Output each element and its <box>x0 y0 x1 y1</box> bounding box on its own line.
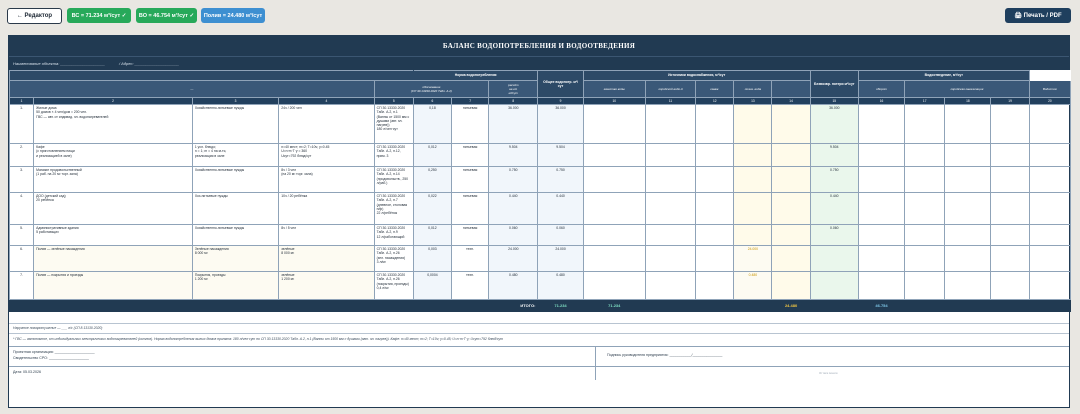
empty-cell <box>645 167 695 193</box>
column-number: 15 <box>810 98 858 105</box>
cell-quality[interactable]: техн. <box>452 272 489 300</box>
empty-cell <box>905 167 945 193</box>
empty-cell <box>1029 246 1070 272</box>
empty-cell <box>696 246 734 272</box>
cell-basis[interactable]: СП 30.13330.2020 Табл. А.2, п.14 (продовольств., 250 л/раб.) <box>374 167 413 193</box>
cell-qty[interactable]: 8ч / 5 чел <box>279 225 374 246</box>
empty-cell <box>945 225 991 246</box>
cell-quality[interactable]: питьевая <box>452 105 489 144</box>
column-number: 9 <box>538 98 583 105</box>
empty-cell <box>583 246 645 272</box>
total-total-value: 71.234 <box>583 300 645 312</box>
table-row <box>10 167 1071 193</box>
table-row <box>10 272 1071 300</box>
column-number: 10 <box>583 98 645 105</box>
header-balance: Безвозвр. потери м³/сут <box>810 71 858 98</box>
cell-purpose[interactable]: Зелёные насаждения 8 000 м² <box>192 246 278 272</box>
empty-cell <box>696 167 734 193</box>
empty-cell <box>583 193 645 225</box>
column-number: 12 <box>696 98 734 105</box>
cell-qty[interactable]: 24ч / 200 чел <box>279 105 374 144</box>
balance-sheet <box>8 35 1070 408</box>
cell-norm[interactable]: 0,0004 <box>413 272 451 300</box>
column-number: 19 <box>991 98 1029 105</box>
column-number: 4 <box>279 98 374 105</box>
cell-unit[interactable]: 0.060 <box>489 225 538 246</box>
cell-total[interactable]: 0.060 <box>538 225 583 246</box>
header-total: Общее водопотр. м³/сут <box>538 71 583 98</box>
signature-block <box>9 346 1069 366</box>
empty-cell <box>645 272 695 300</box>
cell-total[interactable]: 36.000 <box>538 105 583 144</box>
cell-qty[interactable]: 10ч / 20 ребёнка <box>279 193 374 225</box>
cell-n[interactable]: 6. <box>10 246 34 272</box>
column-number: 13 <box>734 98 772 105</box>
empty-cell <box>1029 105 1070 144</box>
cell-purpose[interactable]: Покрытия, проезды 1 200 м² <box>192 272 278 300</box>
cell-basis[interactable]: СП 30.13330.2020 Табл. А.2, п.26 (покрытия, проезды) 0,4 л/м² <box>374 272 413 300</box>
empty-cell <box>991 144 1029 167</box>
cell-purpose[interactable]: 1 усл. блюдо; n = 1; m = 4 на м-ть; реализация в зале <box>192 144 278 167</box>
column-number: 1 <box>10 98 34 105</box>
vo-extra: Водосток <box>1029 81 1070 98</box>
cell-norm[interactable]: 0,022 <box>413 193 451 225</box>
empty-cell <box>905 272 945 300</box>
header-obosn: обоснование (СП 30.13330.2020 Табл. А.2) <box>374 81 489 98</box>
empty-cell <box>945 246 991 272</box>
empty-cell <box>696 144 734 167</box>
gvs-note: * ГВС — автономное, от индивидуальных электрических водонагревателей (котлов). Норма водопотребления жилых домов принята: 180 л/чел·сут по СП 30.13330.2020 Табл. А.2, п.1 (Ванны от 1500 мм с душами (авт. эл. нагрев)). Кафе: n=40 мест; m=2; T=10ч; y=0.45; U=n·m·T·y; Uсут=792 блюд/сут <box>9 333 1069 346</box>
totals-label: ИТОГО: <box>489 300 538 312</box>
empty-cell <box>772 167 810 193</box>
empty-cell <box>1029 144 1070 167</box>
table-row <box>10 246 1071 272</box>
cell-purpose[interactable]: Хоз-питьевые нужды <box>192 193 278 225</box>
cell-quality[interactable]: техн. <box>452 246 489 272</box>
empty-cell <box>772 105 810 144</box>
empty-cell <box>734 144 772 167</box>
column-number: 3 <box>192 98 278 105</box>
column-number: 8 <box>489 98 538 105</box>
cell-name[interactable]: Магазин продовольственный (1 раб. на 20 м² торг. зала) <box>34 167 193 193</box>
cell-unit[interactable]: 9.504 <box>489 144 538 167</box>
empty-cell <box>734 225 772 246</box>
empty-cell <box>772 272 810 300</box>
empty-cell <box>858 193 904 225</box>
empty-cell <box>858 167 904 193</box>
cell-balance[interactable]: 0.440 <box>810 193 858 225</box>
empty-cell <box>905 144 945 167</box>
header-rasch: расчёт на ед. м³/сут <box>489 81 538 98</box>
column-number: 5 <box>374 98 413 105</box>
cell-quality[interactable]: питьевая <box>452 193 489 225</box>
print-pdf-button[interactable]: 🖨 Печать / PDF <box>1005 8 1071 23</box>
vo-city: городская канализация <box>905 81 1030 98</box>
total-poliv-value: 24.480 <box>772 300 810 312</box>
src-local: скваж. <box>696 81 734 98</box>
cell-basis[interactable]: СП 30.13330.2020 Табл. А.2, п.9 12 л/работающий <box>374 225 413 246</box>
cell-norm[interactable]: 0,18 <box>413 105 451 144</box>
poliv-badge[interactable]: Полив = 24.480 м³/сут <box>201 8 265 23</box>
empty-cell <box>905 193 945 225</box>
cell-n[interactable]: 5. <box>10 225 34 246</box>
cell-basis[interactable]: СП 30.13330.2020 Табл. А.2, п.7 (дневное, столовая п/ф) 22 л/ребёнок <box>374 193 413 225</box>
empty-cell <box>696 272 734 300</box>
cell-quality[interactable]: питьевая <box>452 167 489 193</box>
empty-cell <box>991 246 1029 272</box>
date-text: Дата: 05.03.2026 <box>13 370 41 374</box>
empty-cell <box>696 225 734 246</box>
column-number: 7 <box>452 98 489 105</box>
empty-cell <box>858 272 904 300</box>
header-vo: Водоотведение, м³/сут <box>858 71 1029 81</box>
cell-norm[interactable]: 0,003 <box>413 246 451 272</box>
cell-name[interactable]: Полив — покрытия и проезды <box>34 272 193 300</box>
src-quality: качество воды <box>583 81 645 98</box>
empty-cell <box>1029 167 1070 193</box>
empty-cell <box>858 144 904 167</box>
src-poliv: полив. вода <box>734 81 772 98</box>
cell-qty[interactable]: зелёные 8 000 м² <box>279 246 374 272</box>
object-name-field[interactable]: Наименование объекта: ____________________ <box>13 61 105 66</box>
cell-norm[interactable]: 0,250 <box>413 167 451 193</box>
object-line <box>9 56 1069 70</box>
empty-cell <box>945 167 991 193</box>
column-number: 2 <box>34 98 193 105</box>
total-unit-value: 71.234 <box>538 300 583 312</box>
cell-name[interactable]: Кафе (с приготовлением пищи и реализацией в зале) <box>34 144 193 167</box>
cell-balance[interactable]: 36.000 <box>810 105 858 144</box>
empty-cell <box>991 272 1029 300</box>
empty-cell <box>645 193 695 225</box>
cell-unit[interactable]: 24.000 <box>489 246 538 272</box>
table-row <box>10 193 1071 225</box>
empty-cell <box>945 144 991 167</box>
cell-basis[interactable]: СП 30.13330.2020 Табл. А.2, п.1 (Ванны от 1500 мм с душами (авт. эл. нагрев)) 180 л/чел·сут <box>374 105 413 144</box>
cell-purpose[interactable]: Хозяйственно-питьевые нужды <box>192 167 278 193</box>
src-city: городской водо-д <box>645 81 695 98</box>
cell-basis[interactable]: СП 30.13330.2020 Табл. А.2, п.12, прим. 3 <box>374 144 413 167</box>
empty-cell <box>583 144 645 167</box>
table-row <box>10 225 1071 246</box>
address-field[interactable]: / Адрес: ____________________ <box>118 61 180 66</box>
cell-n[interactable]: 7. <box>10 272 34 300</box>
cell-unit[interactable]: 0.480 <box>489 272 538 300</box>
toolbar <box>0 0 1080 30</box>
cell-balance[interactable]: 0.750 <box>810 167 858 193</box>
vs-check-badge[interactable]: ВС = 71.234 м³/сут ✓ <box>67 8 131 23</box>
empty-cell <box>858 246 904 272</box>
empty-cell <box>583 105 645 144</box>
empty-cell <box>583 272 645 300</box>
sheet-title: БАЛАНС ВОДОПОТРЕБЛЕНИЯ И ВОДООТВЕДЕНИЯ <box>9 36 1069 56</box>
org-field[interactable]: Проектная организация: ____________________ <box>13 350 95 354</box>
cell-name[interactable]: Жилые дома 50 домов × 4 чел/дом = 200 чел. ГВС — авт. от индивид. эл. водонагревателей <box>34 105 193 144</box>
column-number: 11 <box>645 98 695 105</box>
empty-cell <box>905 225 945 246</box>
column-number: 20 <box>1029 98 1070 105</box>
balance-table: Норма водопотребления Общее водопотр. м³/сут Источники водоснабжения, м³/сут Безвозвр. потери м³/сут Водоотведение, м³/сут — обоснование (СП 30.13330.2020 Табл. А.2) расчёт на ед. м³/сут качество воды городской водо-д скваж. полив. вода оборот городская канализация Водосток 1 2 3 4 5 6 7 8 9 10 11 12 13 14 15 16 17 18 19 20 1. Жилые дома 50 домов × 4 чел/дом = 200 чел. ГВС — авт. от индивид. эл. водонагревателей Хозяйственно-питьевые нужды 24ч / 200 чел СП 30.13330.2020 Табл. А.2, п.1 (Ванны от 1500 мм с душами (авт. эл. нагрев)) 180 л/чел·сут 0,18 питьевая 36.000 36.000 36.000 2. Кафе (с приготовлением пищи и реализацией в зале) 1 усл. блюдо; n = 1; m = 4 на м-ть; реализация в зале n=40 мест; m=2; T=10ч; y=0.45 U=n·m·T·y = 360 Uсут=792 блюд/сут СП 30.13330.2020 Табл. А.2, п.12, прим. 3 0,012 питьевая 9.504 9.504 9.504 3. Магазин продовольственный (1 раб. на 20 м² торг. зала) Хозяйственно-питьевые нужды 8ч / 3 чел (на 20 м² торг. зала) СП 30.13330.2020 Табл. А.2, п.14 (продовольств., 250 л/раб.) 0,250 питьевая 0.750 0.750 0.750 4. ДОО (детский сад) 20 ребёнка Хоз-питьевые нужды 10ч / 20 ребёнка СП 30.13330.2020 Табл. А.2, п.7 (дневное, столовая п/ф) 22 л/ребёнок 0,022 питьевая 0.440 0.440 0.440 5. Административные здания 5 работающих Хозяйственно-питьевые нужды 8ч / 5 чел СП 30.13330.2020 Табл. А.2, п.9 12 л/работающий 0,012 питьевая 0.060 0.060 0.060 6. Полив — зелёные насаждения Зелёные насаждения 8 000 м² зелёные 8 000 м² СП 30.13330.2020 Табл. А.2, п.26 (зел. насаждения) 3 л/м² 0,003 техн. 24.000 24.000 24.000 7. Полив — покрытия и проезды Покрытия, проезды 1 200 м² зелёные 1 200 м² СП 30.13330.2020 Табл. А.2, п.26 (покрытия, проезды) 0,4 л/м² 0,0004 техн. 0.480 0.480 0.480 ИТОГО: 71.234 71.234 24.480 46.754 <box>9 70 1071 312</box>
empty-cell <box>734 105 772 144</box>
empty-cell <box>1029 193 1070 225</box>
cell-qty[interactable]: 8ч / 3 чел (на 20 м² торг. зала) <box>279 167 374 193</box>
cell-purpose[interactable]: Хозяйственно-питьевые нужды <box>192 225 278 246</box>
stamp-placeholder: Оттиск печати <box>819 371 838 375</box>
empty-cell <box>991 193 1029 225</box>
cell-purpose[interactable]: Хозяйственно-питьевые нужды <box>192 105 278 144</box>
empty-cell <box>583 225 645 246</box>
cell-total[interactable]: 0.750 <box>538 167 583 193</box>
column-numbers-row <box>10 98 1071 105</box>
cell-name[interactable]: Административные здания 5 работающих <box>34 225 193 246</box>
empty-cell <box>772 144 810 167</box>
empty-cell <box>945 105 991 144</box>
empty-cell <box>645 225 695 246</box>
column-number: 18 <box>945 98 991 105</box>
totals-row <box>10 300 1071 312</box>
cell-balance[interactable]: 9.504 <box>810 144 858 167</box>
cell-n[interactable]: 1. <box>10 105 34 144</box>
cell-qty[interactable]: n=40 мест; m=2; T=10ч; y=0.45 U=n·m·T·y = 360 Uсут=792 блюд/сут <box>279 144 374 167</box>
sro-field[interactable]: Свидетельство СРО: ____________________ <box>13 356 89 360</box>
cell-name[interactable]: ДОО (детский сад) 20 ребёнка <box>34 193 193 225</box>
cell-n[interactable]: 3. <box>10 167 34 193</box>
vo-check-badge[interactable]: ВО = 46.754 м³/сут ✓ <box>136 8 197 23</box>
cell-norm[interactable]: 0,012 <box>413 144 451 167</box>
cell-unit[interactable]: 36.000 <box>489 105 538 144</box>
column-number: 6 <box>413 98 451 105</box>
empty-cell <box>772 193 810 225</box>
cell-total[interactable]: 24.000 <box>538 246 583 272</box>
cell-balance[interactable] <box>810 272 858 300</box>
header-sources: Источники водоснабжения, м³/сут <box>583 71 810 81</box>
cell-poliv[interactable]: 24.000 <box>734 246 772 272</box>
director-sign-field[interactable]: Подпись руководителя предприятия: ___________/_______________ <box>607 353 723 357</box>
empty-cell <box>991 225 1029 246</box>
column-number: 14 <box>772 98 810 105</box>
empty-cell <box>1029 272 1070 300</box>
table-row <box>10 105 1071 144</box>
empty-cell <box>645 246 695 272</box>
total-vo-value: 46.754 <box>858 300 904 312</box>
cell-n[interactable]: 2. <box>10 144 34 167</box>
cell-quality[interactable]: питьевая <box>452 144 489 167</box>
column-number: 17 <box>905 98 945 105</box>
empty-cell <box>696 193 734 225</box>
cell-total[interactable]: 9.504 <box>538 144 583 167</box>
column-number: 16 <box>858 98 904 105</box>
empty-cell <box>645 144 695 167</box>
cell-total[interactable]: 0.440 <box>538 193 583 225</box>
empty-cell <box>905 246 945 272</box>
cell-quality[interactable]: питьевая <box>452 225 489 246</box>
cell-balance[interactable] <box>810 246 858 272</box>
empty-cell <box>696 105 734 144</box>
cell-qty[interactable]: зелёные 1 200 м² <box>279 272 374 300</box>
empty-cell <box>905 105 945 144</box>
cell-n[interactable]: 4. <box>10 193 34 225</box>
empty-cell <box>945 272 991 300</box>
cell-unit[interactable]: 0.750 <box>489 167 538 193</box>
empty-cell <box>945 193 991 225</box>
date-block <box>9 366 1069 380</box>
empty-cell <box>858 105 904 144</box>
header-norma: Норма водопотребления <box>413 71 538 81</box>
empty-cell <box>991 167 1029 193</box>
cell-total[interactable]: 0.480 <box>538 272 583 300</box>
empty-cell <box>583 167 645 193</box>
cell-poliv[interactable]: 0.480 <box>734 272 772 300</box>
empty-cell <box>734 193 772 225</box>
table-row <box>10 144 1071 167</box>
empty-cell <box>858 225 904 246</box>
cell-name[interactable]: Полив — зелёные насаждения <box>34 246 193 272</box>
cell-basis[interactable]: СП 30.13330.2020 Табл. А.2, п.26 (зел. насаждения) 3 л/м² <box>374 246 413 272</box>
empty-cell <box>1029 225 1070 246</box>
cell-unit[interactable]: 0.440 <box>489 193 538 225</box>
cell-norm[interactable]: 0,012 <box>413 225 451 246</box>
vo-reverse: оборот <box>858 81 904 98</box>
empty-cell <box>734 167 772 193</box>
fire-note: Наружное пожаротушение — ___ л/с (СП 8.13130.2020) <box>9 323 1069 333</box>
empty-cell <box>645 105 695 144</box>
empty-cell <box>991 105 1029 144</box>
empty-cell <box>772 246 810 272</box>
cell-balance[interactable]: 0.060 <box>810 225 858 246</box>
empty-cell <box>772 225 810 246</box>
back-to-editor-button[interactable]: ← Редактор <box>7 8 62 24</box>
